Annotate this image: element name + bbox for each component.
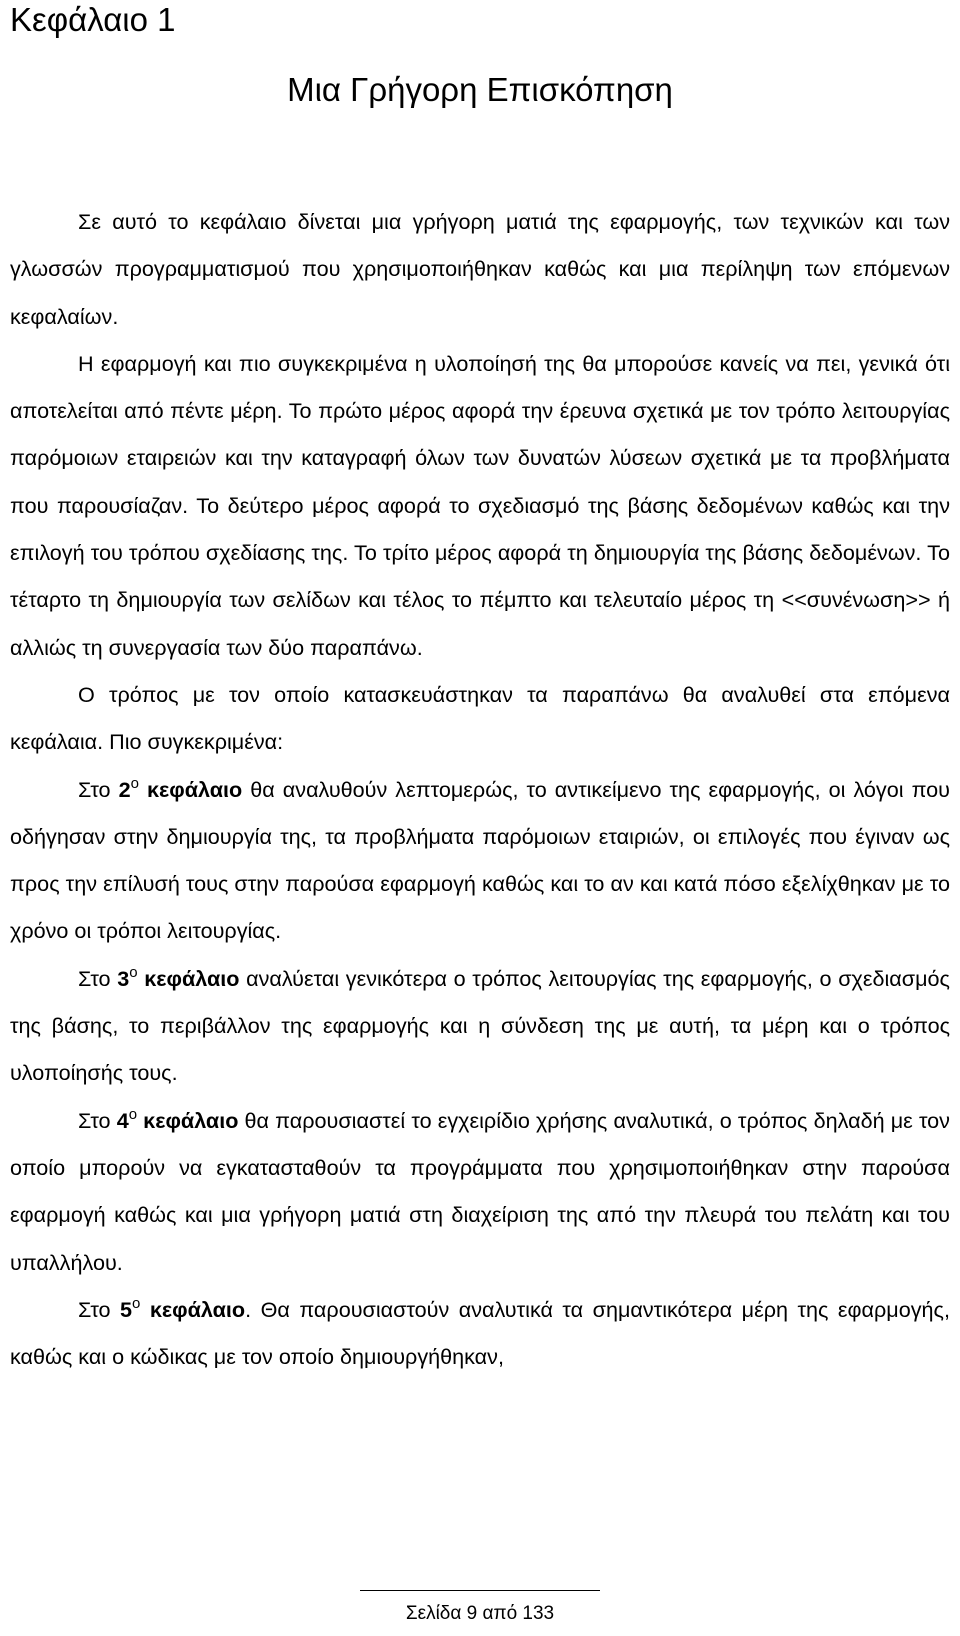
chapter-title: Μια Γρήγορη Επισκόπηση [287, 71, 673, 108]
chapter-2-prefix: Στο [78, 776, 119, 802]
overview-paragraph: Ο τρόπος με τον οποίο κατασκευάστηκαν τα παραπάνω θα αναλυθεί στα επόμενα κεφάλαια. Πιο συγκεκριμένα: [10, 681, 950, 755]
chapter-4-paragraph [10, 1097, 950, 1286]
chapter-4-text: θα παρουσιαστεί το εγχειρίδιο χρήσης αναλυτικά, ο τρόπος δηλαδή με τον οποίο μπορούν να εγκατασταθούν τα προγράμματα που χρησιμοποιήθηκαν στην παρούσα εφαρμογή καθώς και μια γρήγορη ματιά στη διαχείριση της από την πλευρά του πελάτη και του υπαλλήλου. [10, 1107, 950, 1275]
chapter-2-paragraph [10, 766, 950, 955]
chapter-5-keyword: κεφάλαιο [140, 1296, 246, 1322]
chapter-2-number: 2 [118, 776, 131, 802]
chapter-2-ordinal: ο [130, 774, 139, 792]
body-text [10, 198, 950, 1380]
chapter-4-keyword: κεφάλαιο [137, 1107, 239, 1133]
chapter-4-number: 4 [116, 1107, 129, 1133]
chapter-4-ordinal: ο [128, 1105, 138, 1123]
page-number: Σελίδα 9 από 133 [405, 1603, 555, 1624]
chapter-3-number: 3 [117, 965, 130, 991]
chapter-5-text: . Θα παρουσιαστούν αναλυτικά τα σημαντικότερα μέρη της εφαρμογής, καθώς και ο κώδικας με τον οποίο δημιουργήθηκαν, [10, 1296, 950, 1370]
chapter-5-number: 5 [120, 1296, 133, 1322]
chapter-3-keyword: κεφάλαιο [137, 965, 240, 991]
parts-paragraph: Η εφαρμογή και πιο συγκεκριμένα η υλοποίησή της θα μπορούσε κανείς να πει, γενικά ότι αποτελείται από πέντε μέρη. Το πρώτο μέρος αφορά την έρευνα σχετικά με τον τρόπο λειτουργίας παρόμοιων εταιρειών και την καταγραφή όλων των δυνατών λύσεων σχετικά με τα προβλήματα που παρουσίαζαν. Το δεύτερο μέρος αφορά το σχεδιασμό της βάσης δεδομένων καθώς και την επιλογή του τρόπου σχεδίασης της. Το τρίτο μέρος αφορά τη δημιουργία της βάσης δεδομένων. Το τέταρτο τη δημιουργία των σελίδων και τέλος το πέμπτο και τελευταίο μέρος τη <<συνένωση>> ή αλλιώς τη συνεργασία των δύο παραπάνω. [10, 350, 950, 660]
footer-divider [360, 1590, 600, 1591]
intro-paragraph: Σε αυτό το κεφάλαιο δίνεται μια γρήγορη ματιά της εφαρμογής, των τεχνικών και των γλωσσών προγραμματισμού που χρησιμοποιήθηκαν καθώς και μια περίληψη των επόμενων κεφαλαίων. [10, 209, 950, 329]
chapter-label: Κεφάλαιο 1 [10, 1, 176, 38]
chapter-5-paragraph [10, 1286, 950, 1381]
chapter-5-prefix: Στο [78, 1296, 121, 1322]
chapter-5-ordinal: ο [132, 1294, 141, 1312]
chapter-3-ordinal: ο [129, 963, 138, 981]
chapter-3-prefix: Στο [78, 965, 118, 991]
chapter-2-keyword: κεφάλαιο [138, 776, 243, 802]
chapter-4-prefix: Στο [78, 1107, 117, 1133]
chapter-3-text: αναλύεται γενικότερα ο τρόπος λειτουργίας της εφαρμογής, ο σχεδιασμός της βάσης, το περιβάλλον της εφαρμογής και η σύνδεση της με αυτή, τα μέρη και ο τρόπος υλοποίησής τους. [10, 965, 950, 1086]
chapter-2-text: θα αναλυθούν λεπτομερώς, το αντικείμενο της εφαρμογής, οι λόγοι που οδήγησαν στην δημιουργία της, τα προβλήματα παρόμοιων εταιριών, οι επιλογές που έγιναν ως προς την επίλυσή τους στην παρούσα εφαρμογή καθώς και το αν και κατά πόσο εξελίχθηκαν με το χρόνο οι τρόποι λειτουργίας. [10, 776, 950, 944]
chapter-3-paragraph [10, 955, 950, 1097]
